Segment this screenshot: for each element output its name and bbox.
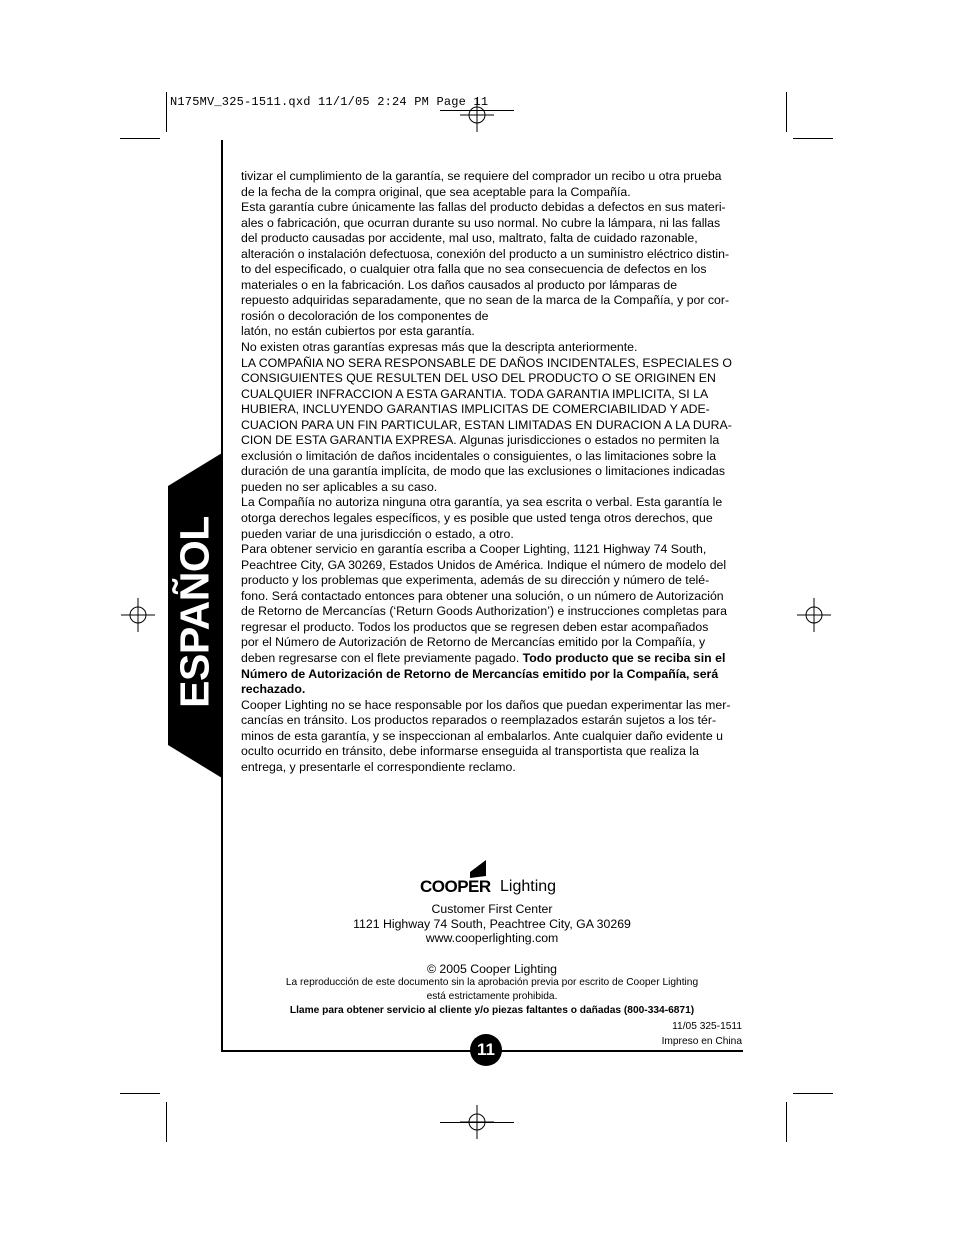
body-line-text: de la fecha de la compra original, que sea aceptable para la Compañía.	[241, 184, 631, 199]
crop-mark	[120, 138, 160, 139]
body-line	[241, 449, 746, 465]
body-line	[241, 324, 746, 340]
body-line	[241, 356, 746, 372]
body-line-text: No existen otras garantías expresas más que la descripta anteriormente.	[241, 340, 638, 355]
registration-mark-icon	[797, 598, 831, 632]
body-line-text: del producto causadas por accidente, mal uso, maltrato, falta de cuidado razonable,	[241, 231, 698, 246]
crop-mark	[120, 1093, 160, 1094]
body-line	[241, 698, 746, 714]
logo-brand: COOPER	[420, 877, 491, 896]
crop-mark	[166, 1102, 167, 1142]
body-line	[241, 340, 746, 356]
body-line-text: La Compañía no autoriza ninguna otra garantía, ya sea escrita o verbal. Esta garantía le	[241, 495, 723, 510]
crop-mark	[786, 92, 787, 132]
body-line-text: CUACION PARA UN FIN PARTICULAR, ESTAN LIMITADAS EN DURACION A LA DURA-	[241, 417, 732, 432]
body-line-text: latón, no están cubiertos por esta garantía.	[241, 324, 475, 339]
body-line-text: cancías en tránsito. Los productos reparados o reemplazados estarán sujetos a los tér-	[241, 713, 717, 728]
body-line-text: tivizar el cumplimiento de la garantía, se requiere del comprador un recibo u otra prueba	[241, 169, 722, 183]
body-line	[241, 433, 746, 449]
body-line-text: Para obtener servicio en garantía escriba a Cooper Lighting, 1121 Highway 74 South,	[241, 542, 707, 557]
body-line	[241, 651, 746, 667]
body-line	[241, 635, 746, 651]
printed-in: Impreso en China	[661, 1036, 742, 1047]
body-line	[241, 729, 746, 745]
crop-mark	[793, 138, 833, 139]
body-line	[241, 667, 746, 683]
body-line-text: CONSIGUIENTES QUE RESULTEN DEL USO DEL PRODUCTO O SE ORIGINEN EN	[241, 371, 716, 386]
body-line-bold: rechazado.	[241, 682, 306, 697]
copyright: © 2005 Cooper Lighting	[426, 962, 558, 976]
body-line	[241, 293, 746, 309]
body-line	[241, 278, 746, 294]
body-line	[241, 527, 746, 543]
body-line	[241, 185, 746, 201]
body-line	[241, 604, 746, 620]
service-phone: Llame para obtener servicio al cliente y/o piezas faltantes o dañadas (800-334-6871)	[289, 1005, 695, 1016]
body-line	[241, 713, 746, 729]
body-line	[241, 542, 746, 558]
body-line-text: ales o fabricación, que ocurran durante su uso normal. No cubre la lámpara, ni las fallas	[241, 215, 721, 230]
body-line	[241, 418, 746, 434]
print-slug: N175MV_325-1511.qxd 11/1/05 2:24 PM Page 11	[170, 95, 489, 109]
doc-code: 11/05 325-1511	[672, 1021, 742, 1032]
body-line	[241, 589, 746, 605]
page-number-badge: 11	[470, 1034, 502, 1066]
body-line-text: rosión o decoloración de los componentes de	[241, 308, 489, 323]
body-line	[241, 620, 746, 636]
body-line	[241, 511, 746, 527]
reproduction-notice-cont: está estrictamente prohibida.	[426, 991, 558, 1002]
body-line-text: LA COMPAÑIA NO SERA RESPONSABLE DE DAÑOS INCIDENTALES, ESPECIALES O	[241, 355, 732, 370]
body-line-text: deben regresarse con el flete previamente pagado.	[241, 650, 523, 665]
body-line-text: de Retorno de Mercancías (‘Return Goods Authorization’) e instrucciones completas para	[241, 604, 727, 619]
reproduction-notice: La reproducción de este documento sin la aprobación previa por escrito de Cooper Lighting	[285, 977, 699, 988]
body-line-text: exclusión o limitación de daños incidentales o consiguientes, o las limitaciones sobre la	[241, 448, 717, 463]
registration-mark-icon	[121, 598, 155, 632]
body-line	[241, 247, 746, 263]
body-line	[241, 402, 746, 418]
body-line-text: pueden variar de una jurisdicción o estado, a otro.	[241, 526, 514, 541]
body-line	[241, 558, 746, 574]
body-line-text: minos de esta garantía, y se inspeccionan al embalarlos. Ante cualquier daño evidente u	[241, 728, 723, 743]
crop-mark	[166, 92, 167, 132]
body-line-text: regresar el producto. Todos los productos que se regresen deben estar acompañados	[241, 619, 709, 634]
body-line	[241, 216, 746, 232]
body-line-text: pueden no ser aplicables a su caso.	[241, 479, 438, 494]
registration-mark-icon	[460, 1105, 494, 1139]
body-line-text: por el Número de Autorización de Retorno de Mercancías emitido por la Compañía, y	[241, 635, 706, 650]
body-line	[241, 464, 746, 480]
logo-sub: Lighting	[500, 878, 557, 895]
registration-mark-icon	[460, 98, 494, 132]
body-line-text: to del especificado, o cualquier otra falla que no sea consecuencia de defectos en los	[241, 262, 707, 277]
cooper-lighting-logo	[420, 858, 570, 900]
body-line	[241, 200, 746, 216]
warranty-body	[241, 169, 746, 775]
body-line-text: entrega, y presentarle el correspondiente reclamo.	[241, 759, 516, 774]
body-line-text: CION DE ESTA GARANTIA EXPRESA. Algunas jurisdicciones o estados no permiten la	[241, 433, 720, 448]
body-line-text: Esta garantía cubre únicamente las fallas del producto debidas a defectos en sus materi-	[241, 200, 726, 215]
body-line	[241, 231, 746, 247]
customer-center-name: Customer First Center	[431, 902, 553, 916]
body-line-text: duración de una garantía implícita, de modo que las exclusiones o limitaciones indicadas	[241, 464, 725, 479]
body-line	[241, 480, 746, 496]
body-line	[241, 387, 746, 403]
crop-mark	[786, 1102, 787, 1142]
language-tab-label: ESPAÑOL	[171, 516, 218, 708]
body-line-text: producto y los problemas que experimenta, además de su dirección y número de telé-	[241, 573, 710, 588]
cooper-logo-mark-icon	[466, 858, 488, 878]
body-line	[241, 744, 746, 760]
body-line-text: repuesto adquiridas separadamente, que no sean de la marca de la Compañía, y por cor-	[241, 293, 730, 308]
body-line	[241, 309, 746, 325]
body-line-text: fono. Será contactado entonces para obtener una solución, o un número de Autorización	[241, 588, 724, 603]
body-line-text: Cooper Lighting no se hace responsable por los daños que puedan experimentar las mer-	[241, 697, 731, 712]
body-line-bold: Número de Autorización de Retorno de Mercancías emitido por la Compañía, será	[241, 666, 719, 681]
crop-mark	[793, 1093, 833, 1094]
body-line	[241, 495, 746, 511]
body-line-text: materiales o en la fabricación. Los daños causados al producto por lámparas de	[241, 277, 678, 292]
body-line-text: HUBIERA, INCLUYENDO GARANTIAS IMPLICITAS DE COMERCIABILIDAD Y ADE-	[241, 402, 710, 417]
body-line-text: CUALQUIER INFRACCION A ESTA GARANTIA. TODA GARANTIA IMPLICITA, SI LA	[241, 386, 709, 401]
body-line	[241, 169, 746, 185]
body-line-bold: Todo producto que se reciba sin el	[522, 650, 726, 665]
body-line-text: Peachtree City, GA 30269, Estados Unidos de América. Indique el número de modelo del	[241, 557, 727, 572]
body-line-text: otorga derechos legales específicos, y es posible que usted tenga otros derechos, que	[241, 511, 713, 526]
body-line	[241, 760, 746, 776]
customer-center-address: 1121 Highway 74 South, Peachtree City, GA 30269	[353, 917, 631, 931]
body-line-text: oculto ocurrido en tránsito, debe informarse enseguida al transportista que realiza la	[241, 744, 699, 759]
body-line	[241, 573, 746, 589]
body-line	[241, 262, 746, 278]
body-line-text: alteración o instalación defectuosa, conexión del producto a un suministro eléctrico distin-	[241, 246, 730, 261]
customer-center-website: www.cooperlighting.com	[425, 931, 559, 945]
body-line	[241, 371, 746, 387]
body-line	[241, 682, 746, 698]
